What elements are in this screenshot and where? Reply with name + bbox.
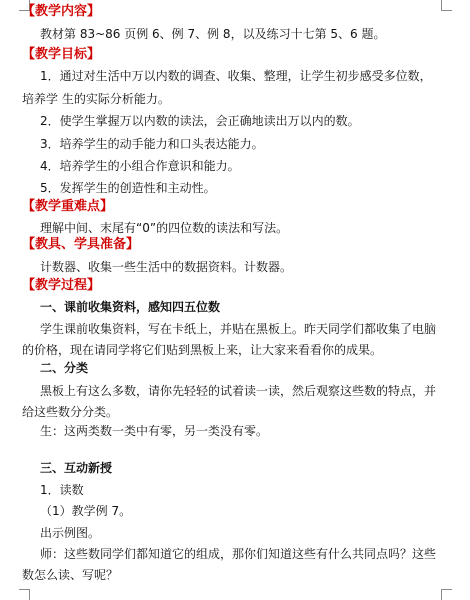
process-part1-title: 一、课前收集资料，感知四五位数 [40, 300, 221, 314]
section-heading-process: 【教学过程】 [22, 278, 101, 293]
section-heading-goals: 【教学目标】 [22, 47, 101, 62]
process-part2-line-2: 给这些数分分类。 [22, 405, 119, 419]
crop-mark-bottom-left [19, 589, 30, 600]
process-part3-line-5: 数怎么读、写呢？ [22, 568, 119, 582]
goal-item-2: 2．使学生掌握万以内数的读法，会正确地读出万以内的数。 [40, 114, 360, 128]
crop-mark-bottom-right [441, 589, 452, 600]
process-part3-line-3: 出示例图。 [40, 526, 101, 540]
process-part2-answer: 生：这两类数一类中有零，另一类没有零。 [40, 424, 269, 438]
section-heading-tools: 【教具、学具准备】 [22, 237, 140, 252]
goal-item-3: 3．培养学生的动手能力和口头表达能力。 [40, 137, 264, 151]
goal-item-5: 5．发挥学生的创造性和主动性。 [40, 181, 216, 195]
key-points-text: 理解中间、末尾有“0”的四位数的读法和写法。 [40, 221, 289, 235]
goal-item-1-continued: 培养学 生的实际分析能力。 [22, 92, 170, 106]
section-heading-content: 【教学内容】 [22, 4, 101, 19]
crop-mark-top-right [441, 0, 452, 11]
process-part2-title: 二、分类 [40, 361, 89, 375]
process-part2-line-1: 黑板上有这么多数，请你先轻轻的试着读一读，然后观察这些数的特点，并 [40, 384, 437, 398]
process-part3-line-4: 师：这些数同学们都知道它的组成，那你们知道这些有什么共同点吗？这些 [40, 547, 437, 561]
process-part1-line-2: 的价格，现在请同学将它们贴到黑板上来，让大家来看看你的成果。 [22, 343, 383, 357]
tools-text: 计数器、收集一些生活中的数据资料。计数器。 [40, 260, 293, 274]
content-text: 教材第 83~86 页例 6、例 7、例 8，以及练习十七第 5、6 题。 [40, 27, 386, 41]
process-part3-line-1: 1．读数 [40, 483, 84, 497]
goal-item-1: 1．通过对生活中万以内数的调查、收集、整理，让学生初步感受多位数， [40, 69, 432, 83]
process-part3-line-2: （1）教学例 7。 [40, 504, 132, 518]
goal-item-4: 4．培养学生的小组合作意识和能力。 [40, 159, 240, 173]
process-part3-title: 三、互动新授 [40, 461, 113, 475]
section-heading-key-points: 【教学重难点】 [22, 199, 114, 214]
process-part1-line-1: 学生课前收集资料，写在卡纸上，并贴在黑板上。昨天同学们都收集了电脑 [40, 322, 437, 336]
